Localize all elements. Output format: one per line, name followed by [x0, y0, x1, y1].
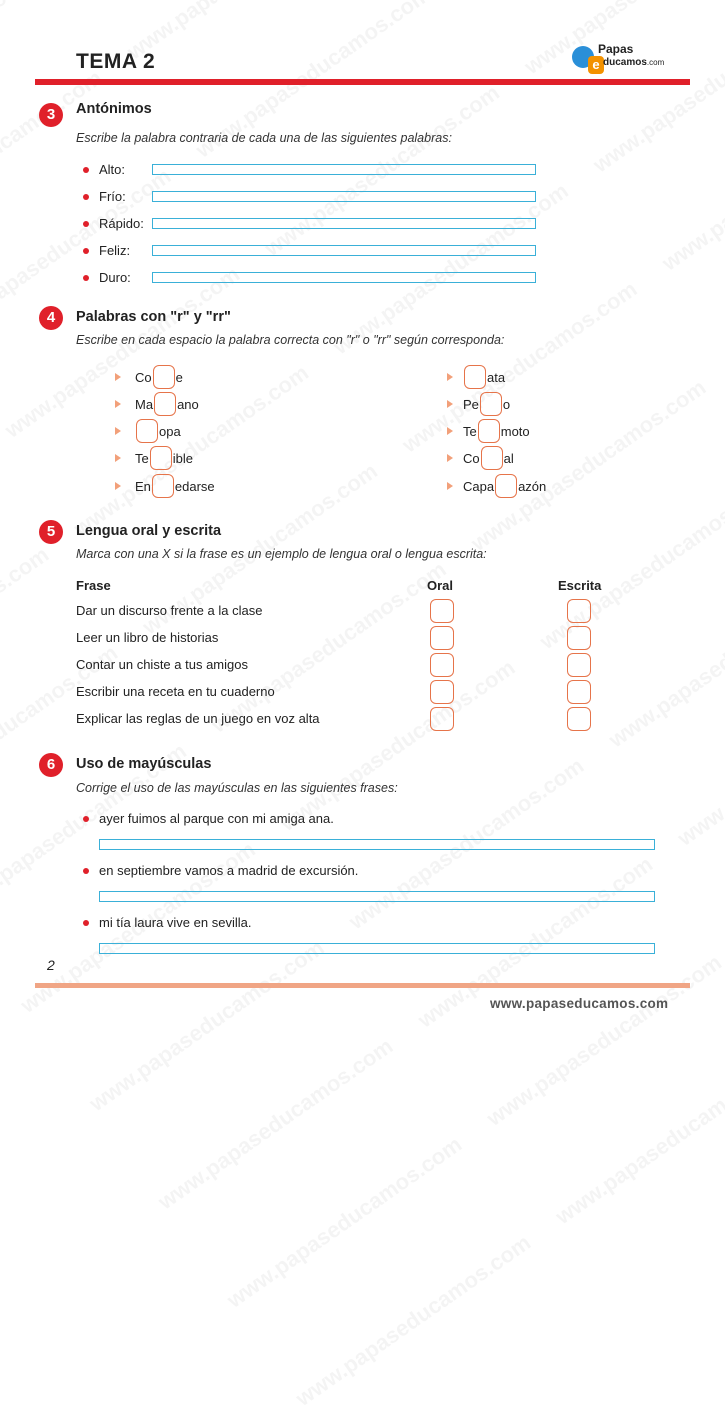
- bullet-icon: [83, 248, 89, 254]
- section-number-3: 3: [39, 103, 63, 127]
- word-completion: [135, 392, 199, 416]
- word-prefix: Te: [135, 450, 149, 466]
- page-title: TEMA 2: [76, 50, 156, 73]
- logo-text-top: Papas: [598, 42, 634, 56]
- logo-e-icon: e: [588, 56, 604, 74]
- letter-box-input[interactable]: [150, 446, 172, 470]
- word-prefix: Te: [463, 423, 477, 439]
- letter-box-input[interactable]: [480, 392, 502, 416]
- antonym-label: Frío:: [99, 189, 126, 204]
- word-prefix: Co: [135, 369, 152, 385]
- word-suffix: ible: [172, 450, 193, 466]
- word-suffix: ano: [177, 396, 199, 412]
- word-suffix: moto: [500, 423, 530, 439]
- word-prefix: Co: [463, 450, 480, 466]
- bullet-icon: [83, 868, 89, 874]
- word-suffix: o: [502, 396, 511, 412]
- arrow-bullet-icon: [115, 427, 121, 435]
- word-completion: [463, 419, 530, 443]
- arrow-bullet-icon: [447, 427, 453, 435]
- correction-answer-line[interactable]: [99, 891, 655, 902]
- bullet-icon: [83, 167, 89, 173]
- section-number-4: 4: [39, 306, 63, 330]
- logo: [570, 38, 690, 78]
- section-instruction: Marca con una X si la frase es un ejemplo de lengua oral o lengua escrita:: [76, 547, 487, 561]
- word-completion: [463, 365, 505, 389]
- letter-box-input[interactable]: [136, 419, 158, 443]
- antonym-label: Rápido:: [99, 216, 144, 231]
- arrow-bullet-icon: [447, 454, 453, 462]
- arrow-bullet-icon: [447, 400, 453, 408]
- word-prefix: Ma: [135, 396, 154, 412]
- page-number: 2: [47, 957, 55, 973]
- section-title-antonimos: Antónimos: [76, 101, 152, 117]
- table-row-phrase: Explicar las reglas de un juego en voz alta: [76, 711, 320, 726]
- word-suffix: azón: [518, 478, 547, 494]
- section-title-lengua-oral-escrita: Lengua oral y escrita: [76, 523, 222, 539]
- arrow-bullet-icon: [447, 482, 453, 490]
- escrita-checkbox[interactable]: [567, 707, 591, 731]
- section-title-palabras-r-rr: Palabras con "r" y "rr": [76, 309, 231, 325]
- escrita-checkbox[interactable]: [567, 626, 591, 650]
- section-instruction: Escribe en cada espacio la palabra correcta con "r" o "rr" según corresponda:: [76, 333, 505, 347]
- antonym-answer-line[interactable]: [152, 191, 536, 202]
- antonym-answer-line[interactable]: [152, 164, 536, 175]
- oral-checkbox[interactable]: [430, 626, 454, 650]
- word-prefix: Capa: [463, 478, 495, 494]
- sentence-text: ayer fuimos al parque con mi amiga ana.: [99, 811, 334, 826]
- oral-checkbox[interactable]: [430, 707, 454, 731]
- antonym-answer-line[interactable]: [152, 272, 536, 283]
- escrita-checkbox[interactable]: [567, 653, 591, 677]
- arrow-bullet-icon: [115, 454, 121, 462]
- table-row-phrase: Contar un chiste a tus amigos: [76, 657, 248, 672]
- letter-box-input[interactable]: [154, 392, 176, 416]
- section-title-uso-mayusculas: Uso de mayúsculas: [76, 756, 212, 772]
- bullet-icon: [83, 275, 89, 281]
- word-completion: [463, 446, 514, 470]
- correction-answer-line[interactable]: [99, 839, 655, 850]
- footer-rule: [35, 983, 690, 988]
- arrow-bullet-icon: [115, 400, 121, 408]
- oral-checkbox[interactable]: [430, 653, 454, 677]
- word-prefix: Pe: [463, 396, 479, 412]
- table-row-phrase: Escribir una receta en tu cuaderno: [76, 684, 275, 699]
- column-header-escrita: Escrita: [558, 578, 602, 593]
- letter-box-input[interactable]: [478, 419, 500, 443]
- letter-box-input[interactable]: [495, 474, 517, 498]
- bullet-icon: [83, 920, 89, 926]
- oral-checkbox[interactable]: [430, 599, 454, 623]
- correction-answer-line[interactable]: [99, 943, 655, 954]
- arrow-bullet-icon: [115, 482, 121, 490]
- word-prefix: En: [135, 478, 151, 494]
- antonym-answer-line[interactable]: [152, 245, 536, 256]
- letter-box-input[interactable]: [464, 365, 486, 389]
- logo-text-bottom: ducamos.com: [603, 57, 665, 68]
- arrow-bullet-icon: [115, 373, 121, 381]
- letter-box-input[interactable]: [153, 365, 175, 389]
- antonym-answer-line[interactable]: [152, 218, 536, 229]
- word-completion: [135, 419, 181, 443]
- letter-box-input[interactable]: [152, 474, 174, 498]
- letter-box-input[interactable]: [481, 446, 503, 470]
- section-number-6: 6: [39, 753, 63, 777]
- antonym-label: Duro:: [99, 270, 131, 285]
- bullet-icon: [83, 221, 89, 227]
- word-completion: [463, 392, 510, 416]
- footer-website: www.papaseducamos.com: [490, 996, 669, 1011]
- bullet-icon: [83, 816, 89, 822]
- word-suffix: edarse: [174, 478, 215, 494]
- word-suffix: ata: [487, 369, 506, 385]
- header-rule: [35, 79, 690, 85]
- word-completion: [135, 446, 193, 470]
- bullet-icon: [83, 194, 89, 200]
- word-completion: [463, 474, 546, 498]
- word-completion: [135, 365, 183, 389]
- table-row-phrase: Leer un libro de historias: [76, 630, 219, 645]
- column-header-oral: Oral: [427, 578, 454, 593]
- escrita-checkbox[interactable]: [567, 680, 591, 704]
- sentence-text: en septiembre vamos a madrid de excursión.: [99, 863, 359, 878]
- table-row-phrase: Dar un discurso frente a la clase: [76, 603, 263, 618]
- sentence-text: mi tía laura vive en sevilla.: [99, 915, 252, 930]
- section-number-5: 5: [39, 520, 63, 544]
- word-completion: [135, 474, 215, 498]
- oral-checkbox[interactable]: [430, 680, 454, 704]
- word-suffix: e: [175, 369, 183, 385]
- antonym-label: Alto:: [99, 162, 126, 177]
- word-suffix: al: [503, 450, 514, 466]
- antonym-label: Feliz:: [99, 243, 131, 258]
- section-instruction: Escribe la palabra contraria de cada una de las siguientes palabras:: [76, 131, 452, 145]
- word-suffix: opa: [159, 423, 181, 439]
- column-header-frase: Frase: [76, 578, 111, 593]
- arrow-bullet-icon: [447, 373, 453, 381]
- escrita-checkbox[interactable]: [567, 599, 591, 623]
- section-instruction: Corrige el uso de las mayúsculas en las siguientes frases:: [76, 781, 398, 795]
